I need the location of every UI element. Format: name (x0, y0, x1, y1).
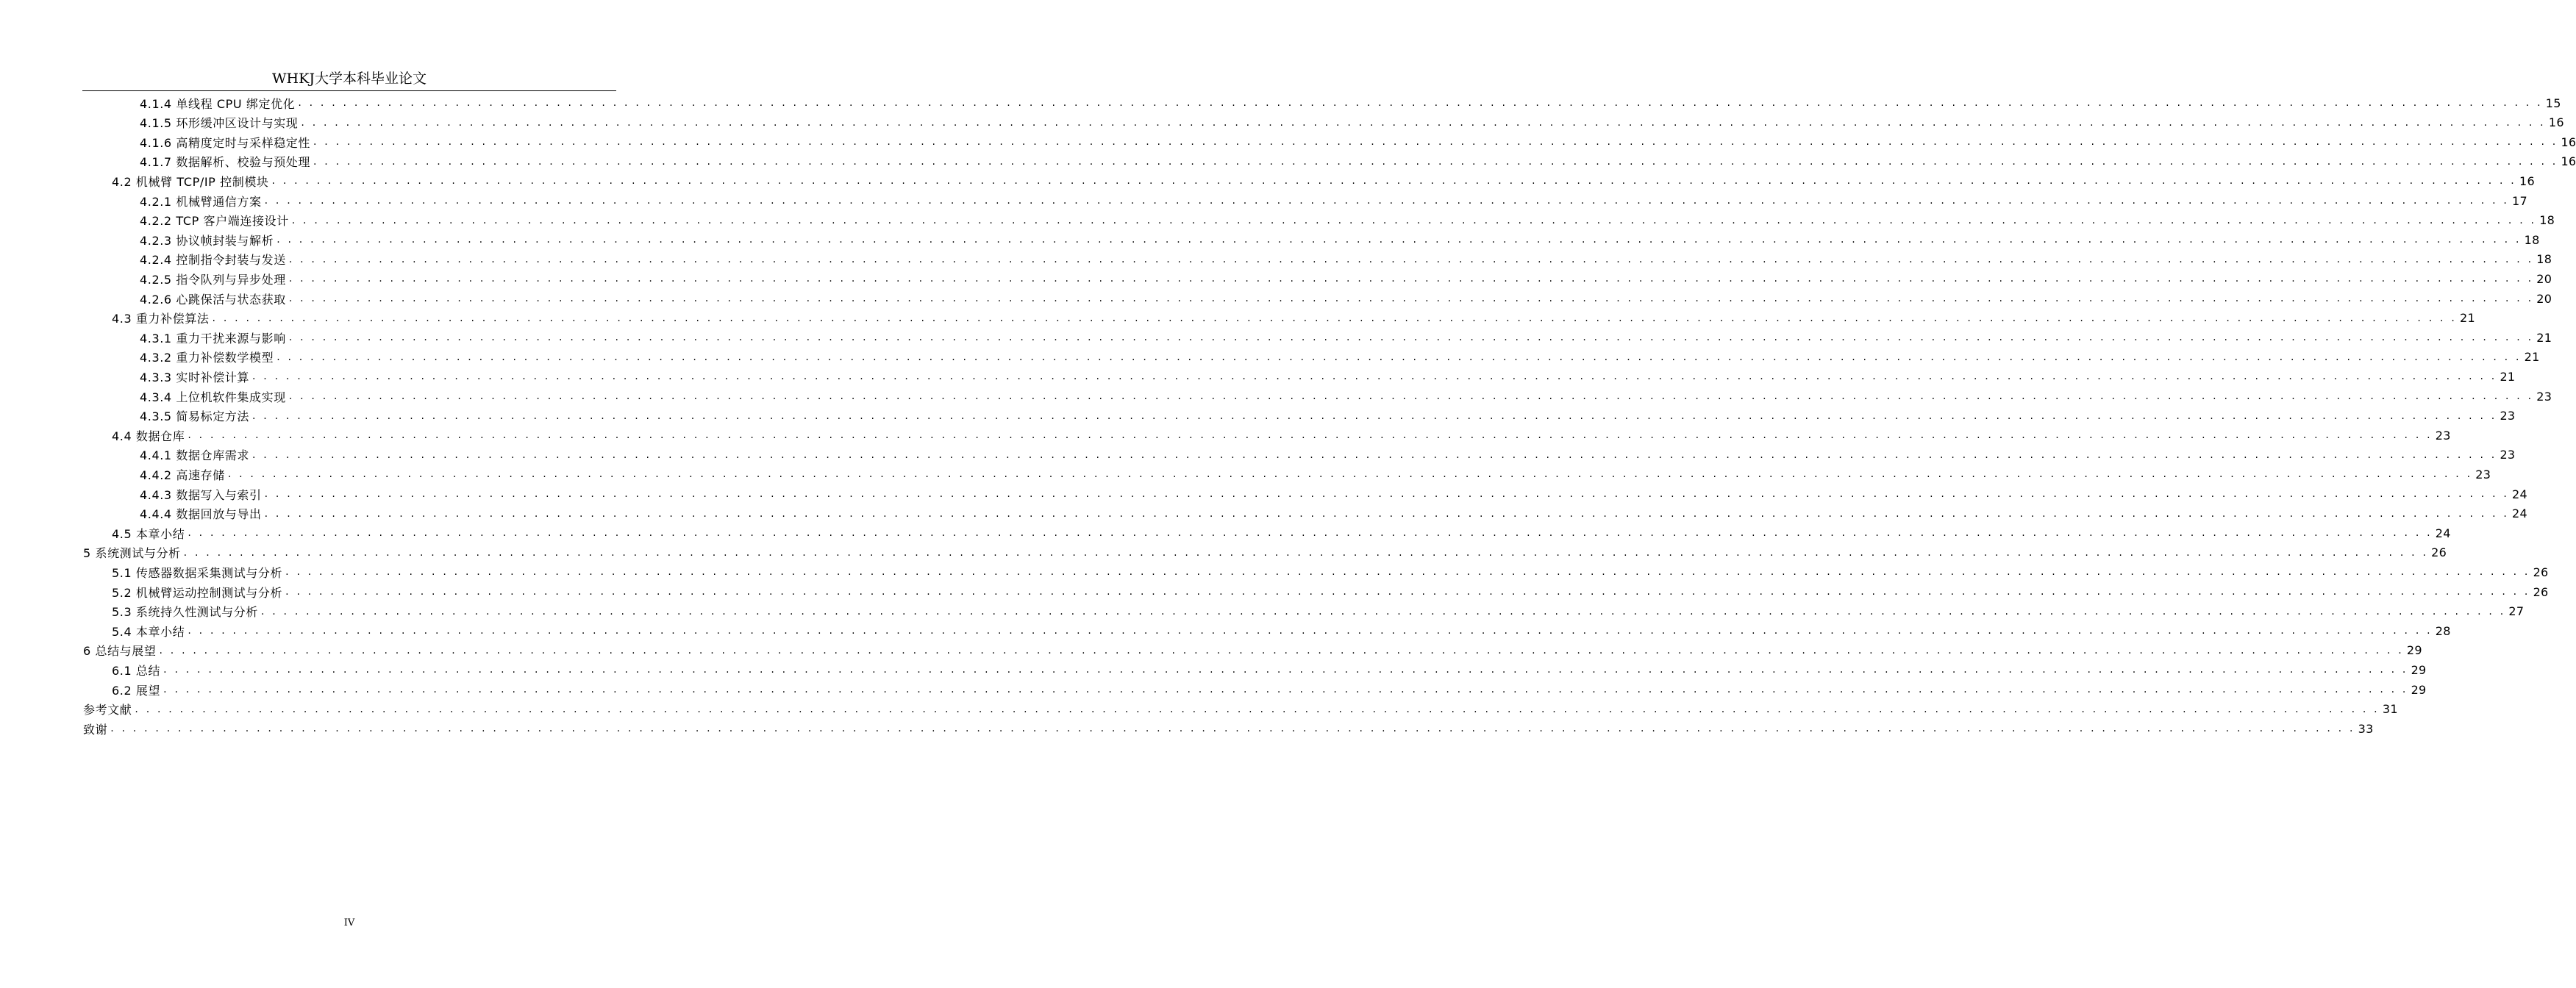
toc-entry[interactable] (112, 562, 2549, 581)
toc-entry[interactable] (140, 504, 2528, 523)
toc-entry[interactable] (83, 641, 2422, 660)
toc-entry-page: 23 (2500, 448, 2516, 462)
toc-entry-page: 26 (2431, 545, 2447, 560)
toc-dot-leader: . . . . . . . . . . . . . . . . . . . . . . . . . . . . . . . . . . . . . . . . . . . . . . . . . . . . . . . . . . . . . . . . . . . . . . . . . . . . . . . . . . . . . . . . . . . . . . . . . . . . . . . . . . . . . . . . . . . . . . . . . . . . . . . . . . . . . . . . . . . . . . . . . . . . . . . . . . . . . . . . . . . . . . . . . . . . . . . . . . . . . . . . . . . . . . . . . . . . . . . . (276, 351, 2522, 363)
toc-dot-leader: . . . . . . . . . . . . . . . . . . . . . . . . . . . . . . . . . . . . . . . . . . . . . . . . . . . . . . . . . . . . . . . . . . . . . . . . . . . . . . . . . . . . . . . . . . . . . . . . . . . . . . . . . . . . . . . . . . . . . . . . . . . . . . . . . . . . . . . . . . . . . . . . . . . . . . . . . . . . . . . . . . . . . . . . . . . . . . . . . . . . . . . . . . . . . . . . . . . . . . . . (110, 723, 2355, 735)
toc-entry[interactable] (112, 309, 2475, 328)
toc-dot-leader: . . . . . . . . . . . . . . . . . . . . . . . . . . . . . . . . . . . . . . . . . . . . . . . . . . . . . . . . . . . . . . . . . . . . . . . . . . . . . . . . . . . . . . . . . . . . . . . . . . . . . . . . . . . . . . . . . . . . . . . . . . . . . . . . . . . . . . . . . . . . . . . . . . . . . . . . . . . . . . . . . . . . . . . . . . . . . . . . . . . . . . . . . . . . . . . . . . . . . . . . (252, 409, 2497, 422)
toc-entry[interactable] (112, 171, 2535, 190)
toc-entry-page: 16 (2519, 173, 2535, 188)
toc-dot-leader: . . . . . . . . . . . . . . . . . . . . . . . . . . . . . . . . . . . . . . . . . . . . . . . . . . . . . . . . . . . . . . . . . . . . . . . . . . . . . . . . . . . . . . . . . . . . . . . . . . . . . . . . . . . . . . . . . . . . . . . . . . . . . . . . . . . . . . . . . . . . . . . . . . . . . . . . . . . . . . . . . . . . . . . . . . . . . . . . . . . . . . . . . . . . . . . . . . . . . . . . (135, 703, 2380, 715)
toc-entry-title: 4.3.4 上位机软件集成实现 (140, 390, 286, 404)
toc-entry-title: 4.2 机械臂 TCP/IP 控制模块 (112, 174, 269, 189)
toc-entry-title: 致谢 (83, 722, 108, 737)
toc-entry-title: 4.4.2 高速存储 (140, 468, 225, 482)
toc-entry-title: 5.4 本章小结 (112, 624, 185, 639)
toc-entry-title: 4.2.4 控制指令封装与发送 (140, 253, 286, 268)
toc-entry[interactable] (140, 445, 2516, 465)
toc-entry-title: 4.2.2 TCP 客户端连接设计 (140, 214, 289, 229)
toc-dot-leader: . . . . . . . . . . . . . . . . . . . . . . . . . . . . . . . . . . . . . . . . . . . . . . . . . . . . . . . . . . . . . . . . . . . . . . . . . . . . . . . . . . . . . . . . . . . . . . . . . . . . . . . . . . . . . . . . . . . . . . . . . . . . . . . . . . . . . . . . . . . . . . . . . . . . . . . . . . . . . . . . . . . . . . . . . . . . . . . . . . . . . . . . . . . . . . . . . . . . . . . . (163, 684, 2408, 695)
toc-entry[interactable] (140, 387, 2552, 406)
toc-entry-page: 21 (2536, 330, 2552, 345)
toc-entry[interactable] (140, 250, 2552, 269)
toc-dot-leader: . . . . . . . . . . . . . . . . . . . . . . . . . . . . . . . . . . . . . . . . . . . . . . . . . . . . . . . . . . . . . . . . . . . . . . . . . . . . . . . . . . . . . . . . . . . . . . . . . . . . . . . . . . . . . . . . . . . . . . . . . . . . . . . . . . . . . . . . . . . . . . . . . . . . . . . . . . . . . . . . . . . . . . . . . . . . . . . . . . . . . . . . . . . . . . . . . . . . . . . . (264, 488, 2510, 500)
toc-dot-leader: . . . . . . . . . . . . . . . . . . . . . . . . . . . . . . . . . . . . . . . . . . . . . . . . . . . . . . . . . . . . . . . . . . . . . . . . . . . . . . . . . . . . . . . . . . . . . . . . . . . . . . . . . . . . . . . . . . . . . . . . . . . . . . . . . . . . . . . . . . . . . . . . . . . . . . . . . . . . . . . . . . . . . . . . . . . . . . . . . . . . . . . . . . . . . . . . . . . . . . . . (288, 390, 2534, 402)
toc-dot-leader: . . . . . . . . . . . . . . . . . . . . . . . . . . . . . . . . . . . . . . . . . . . . . . . . . . . . . . . . . . . . . . . . . . . . . . . . . . . . . . . . . . . . . . . . . . . . . . . . . . . . . . . . . . . . . . . . . . . . . . . . . . . . . . . . . . . . . . . . . . . . . . . . . . . . . . . . . . . . . . . . . . . . . . . . . . . . . . . . . . . . . . . . . . . . . . . . . . . . . . . . (227, 468, 2473, 481)
toc-entry-page: 29 (2411, 682, 2427, 697)
toc-entry[interactable] (112, 602, 2525, 621)
toc-dot-leader: . . . . . . . . . . . . . . . . . . . . . . . . . . . . . . . . . . . . . . . . . . . . . . . . . . . . . . . . . . . . . . . . . . . . . . . . . . . . . . . . . . . . . . . . . . . . . . . . . . . . . . . . . . . . . . . . . . . . . . . . . . . . . . . . . . . . . . . . . . . . . . . . . . . . . . . . . . . . . . . . . . . . . . . . . . . . . . . . . . . . . . . . . . . . . . . . . . . . . . . . (313, 136, 2558, 148)
toc-entry-title: 4.4.3 数据写入与索引 (140, 487, 262, 502)
toc-entry-page: 27 (2508, 604, 2525, 619)
toc-entry[interactable] (140, 269, 2552, 288)
toc-entry-title: 4.1.5 环形缓冲区设计与实现 (140, 116, 299, 131)
toc-entry[interactable] (112, 660, 2427, 679)
toc-entry-title: 6.2 展望 (112, 683, 161, 698)
toc-entry-title: 4.2.5 指令队列与异步处理 (140, 272, 286, 287)
toc-entry[interactable] (140, 132, 2576, 151)
toc-entry-page: 15 (2545, 96, 2561, 110)
toc-entry-page: 23 (2536, 389, 2552, 404)
toc-entry-title: 4.5 本章小结 (112, 526, 185, 541)
toc-entry-title: 4.1.7 数据解析、校验与预处理 (140, 155, 310, 170)
toc-entry-title: 4.3 重力补偿算法 (112, 312, 210, 326)
toc-dot-leader: . . . . . . . . . . . . . . . . . . . . . . . . . . . . . . . . . . . . . . . . . . . . . . . . . . . . . . . . . . . . . . . . . . . . . . . . . . . . . . . . . . . . . . . . . . . . . . . . . . . . . . . . . . . . . . . . . . . . . . . . . . . . . . . . . . . . . . . . . . . . . . . . . . . . . . . . . . . . . . . . . . . . . . . . . . . . . . . . . . . . . . . . . . . . . . . . . . . . . . . . (264, 507, 2510, 520)
toc-dot-leader: . . . . . . . . . . . . . . . . . . . . . . . . . . . . . . . . . . . . . . . . . . . . . . . . . . . . . . . . . . . . . . . . . . . . . . . . . . . . . . . . . . . . . . . . . . . . . . . . . . . . . . . . . . . . . . . . . . . . . . . . . . . . . . . . . . . . . . . . . . . . . . . . . . . . . . . . . . . . . . . . . . . . . . . . . . . . . . . . . . . . . . . . . . . . . . . . . . . . . . . . (285, 566, 2530, 579)
toc-dot-leader: . . . . . . . . . . . . . . . . . . . . . . . . . . . . . . . . . . . . . . . . . . . . . . . . . . . . . . . . . . . . . . . . . . . . . . . . . . . . . . . . . . . . . . . . . . . . . . . . . . . . . . . . . . . . . . . . . . . . . . . . . . . . . . . . . . . . . . . . . . . . . . . . . . . . . . . . . . . . . . . . . . . . . . . . . . . . . . . . . . . . . . . . . . . . . . . . . . . . . . . . (188, 429, 2433, 442)
toc-dot-leader: . . . . . . . . . . . . . . . . . . . . . . . . . . . . . . . . . . . . . . . . . . . . . . . . . . . . . . . . . . . . . . . . . . . . . . . . . . . . . . . . . . . . . . . . . . . . . . . . . . . . . . . . . . . . . . . . . . . . . . . . . . . . . . . . . . . . . . . . . . . . . . . . . . . . . . . . . . . . . . . . . . . . . . . . . . . . . . . . . . . . . . . . . . . . . . . . . . . . . . . . (276, 234, 2522, 246)
toc-entry-title: 6 总结与展望 (83, 644, 157, 659)
toc-entry-title: 4.3.3 实时补偿计算 (140, 370, 249, 384)
toc-dot-leader: . . . . . . . . . . . . . . . . . . . . . . . . . . . . . . . . . . . . . . . . . . . . . . . . . . . . . . . . . . . . . . . . . . . . . . . . . . . . . . . . . . . . . . . . . . . . . . . . . . . . . . . . . . . . . . . . . . . . . . . . . . . . . . . . . . . . . . . . . . . . . . . . . . . . . . . . . . . . . . . . . . . . . . . . . . . . . . . . . . . . . . . . . . . . . . . . . . . . . . . . (288, 253, 2534, 265)
toc-dot-leader: . . . . . . . . . . . . . . . . . . . . . . . . . . . . . . . . . . . . . . . . . . . . . . . . . . . . . . . . . . . . . . . . . . . . . . . . . . . . . . . . . . . . . . . . . . . . . . . . . . . . . . . . . . . . . . . . . . . . . . . . . . . . . . . . . . . . . . . . . . . . . . . . . . . . . . . . . . . . . . . . . . . . . . . . . . . . . . . . . . . . . . . . . . . . . . . . . . . . . . . . (264, 195, 2510, 207)
toc-entry-title: 4.4 数据仓库 (112, 429, 185, 443)
toc-entry-page: 20 (2536, 291, 2552, 306)
toc-entry[interactable] (83, 700, 2398, 719)
toc-dot-leader: . . . . . . . . . . . . . . . . . . . . . . . . . . . . . . . . . . . . . . . . . . . . . . . . . . . . . . . . . . . . . . . . . . . . . . . . . . . . . . . . . . . . . . . . . . . . . . . . . . . . . . . . . . . . . . . . . . . . . . . . . . . . . . . . . . . . . . . . . . . . . . . . . . . . . . . . . . . . . . . . . . . . . . . . . . . . . . . . . . . . . . . . . . . . . . . . . . . . . . . . (313, 155, 2558, 168)
toc-entry-page: 21 (2500, 369, 2516, 384)
toc-entry-title: 5.2 机械臂运动控制测试与分析 (112, 585, 283, 600)
toc-entry-page: 16 (2561, 135, 2576, 149)
toc-dot-leader: . . . . . . . . . . . . . . . . . . . . . . . . . . . . . . . . . . . . . . . . . . . . . . . . . . . . . . . . . . . . . . . . . . . . . . . . . . . . . . . . . . . . . . . . . . . . . . . . . . . . . . . . . . . . . . . . . . . . . . . . . . . . . . . . . . . . . . . . . . . . . . . . . . . . . . . . . . . . . . . . . . . . . . . . . . . . . . . . . . . . . . . . . . . . . . . . . . . . . . . . (288, 293, 2534, 304)
toc-entry[interactable] (83, 719, 2374, 738)
toc-entry-page: 24 (2512, 487, 2528, 501)
toc-dot-leader: . . . . . . . . . . . . . . . . . . . . . . . . . . . . . . . . . . . . . . . . . . . . . . . . . . . . . . . . . . . . . . . . . . . . . . . . . . . . . . . . . . . . . . . . . . . . . . . . . . . . . . . . . . . . . . . . . . . . . . . . . . . . . . . . . . . . . . . . . . . . . . . . . . . . . . . . . . . . . . . . . . . . . . . . . . . . . . . . . . . . . . . . . . . . . . . . . . . . . . . . (271, 175, 2516, 187)
toc-entry-page: 29 (2411, 662, 2427, 677)
page-number: IV (343, 917, 355, 928)
toc-entry[interactable] (140, 211, 2555, 230)
toc-dot-leader: . . . . . . . . . . . . . . . . . . . . . . . . . . . . . . . . . . . . . . . . . . . . . . . . . . . . . . . . . . . . . . . . . . . . . . . . . . . . . . . . . . . . . . . . . . . . . . . . . . . . . . . . . . . . . . . . . . . . . . . . . . . . . . . . . . . . . . . . . . . . . . . . . . . . . . . . . . . . . . . . . . . . . . . . . . . . . . . . . . . . . . . . . . . . . . . . . . . . . . . . (260, 605, 2506, 618)
toc-entry[interactable] (140, 328, 2552, 347)
toc-entry[interactable] (140, 93, 2561, 112)
toc-dot-leader: . . . . . . . . . . . . . . . . . . . . . . . . . . . . . . . . . . . . . . . . . . . . . . . . . . . . . . . . . . . . . . . . . . . . . . . . . . . . . . . . . . . . . . . . . . . . . . . . . . . . . . . . . . . . . . . . . . . . . . . . . . . . . . . . . . . . . . . . . . . . . . . . . . . . . . . . . . . . . . . . . . . . . . . . . . . . . . . . . . . . . . . . . . . . . . . . . . . . . . . . (212, 312, 2457, 324)
toc-entry[interactable] (112, 523, 2451, 543)
toc-entry-page: 17 (2512, 193, 2528, 208)
toc-entry-title: 6.1 总结 (112, 663, 161, 678)
toc-entry[interactable] (112, 426, 2451, 445)
toc-entry[interactable] (112, 582, 2549, 601)
toc-entry-page: 23 (2500, 409, 2516, 423)
toc-entry-page: 26 (2533, 584, 2549, 599)
toc-dot-leader: . . . . . . . . . . . . . . . . . . . . . . . . . . . . . . . . . . . . . . . . . . . . . . . . . . . . . . . . . . . . . . . . . . . . . . . . . . . . . . . . . . . . . . . . . . . . . . . . . . . . . . . . . . . . . . . . . . . . . . . . . . . . . . . . . . . . . . . . . . . . . . . . . . . . . . . . . . . . . . . . . . . . . . . . . . . . . . . . . . . . . . . . . . . . . . . . . . . . . . . . (188, 625, 2433, 637)
toc-entry-title: 4.2.6 心跳保活与状态获取 (140, 292, 286, 307)
toc-entry-page: 33 (2358, 721, 2374, 736)
toc-dot-leader: . . . . . . . . . . . . . . . . . . . . . . . . . . . . . . . . . . . . . . . . . . . . . . . . . . . . . . . . . . . . . . . . . . . . . . . . . . . . . . . . . . . . . . . . . . . . . . . . . . . . . . . . . . . . . . . . . . . . . . . . . . . . . . . . . . . . . . . . . . . . . . . . . . . . . . . . . . . . . . . . . . . . . . . . . . . . . . . . . . . . . . . . . . . . . . . . . . . . . . . . (183, 546, 2429, 559)
toc-entry-page: 18 (2524, 232, 2540, 247)
toc-entry[interactable] (112, 621, 2451, 640)
toc-entry-page: 24 (2512, 506, 2528, 521)
toc-entry[interactable] (140, 191, 2528, 210)
toc-entry-title: 参考文献 (83, 703, 132, 717)
page-header-title: WHKJ大学本科毕业论文 (272, 71, 427, 87)
toc-entry-page: 28 (2435, 623, 2451, 638)
toc-entry-page: 26 (2533, 565, 2549, 579)
toc-entry-page: 18 (2536, 252, 2552, 267)
toc-entry-page: 18 (2539, 213, 2555, 228)
toc-entry-page: 29 (2406, 643, 2422, 658)
toc-dot-leader: . . . . . . . . . . . . . . . . . . . . . . . . . . . . . . . . . . . . . . . . . . . . . . . . . . . . . . . . . . . . . . . . . . . . . . . . . . . . . . . . . . . . . . . . . . . . . . . . . . . . . . . . . . . . . . . . . . . . . . . . . . . . . . . . . . . . . . . . . . . . . . . . . . . . . . . . . . . . . . . . . . . . . . . . . . . . . . . . . . . . . . . . . . . . . . . . . . . . . . . . (291, 214, 2537, 226)
toc-entry-page: 16 (2548, 115, 2564, 130)
toc-entry-title: 4.1.4 单线程 CPU 绑定优化 (140, 96, 296, 111)
toc-dot-leader: . . . . . . . . . . . . . . . . . . . . . . . . . . . . . . . . . . . . . . . . . . . . . . . . . . . . . . . . . . . . . . . . . . . . . . . . . . . . . . . . . . . . . . . . . . . . . . . . . . . . . . . . . . . . . . . . . . . . . . . . . . . . . . . . . . . . . . . . . . . . . . . . . . . . . . . . . . . . . . . . . . . . . . . . . . . . . . . . . . . . . . . . . . . . . . . . . . . . . . . . (188, 527, 2433, 540)
toc-entry[interactable] (140, 113, 2564, 132)
toc-dot-leader: . . . . . . . . . . . . . . . . . . . . . . . . . . . . . . . . . . . . . . . . . . . . . . . . . . . . . . . . . . . . . . . . . . . . . . . . . . . . . . . . . . . . . . . . . . . . . . . . . . . . . . . . . . . . . . . . . . . . . . . . . . . . . . . . . . . . . . . . . . . . . . . . . . . . . . . . . . . . . . . . . . . . . . . . . . . . . . . . . . . . . . . . . . . . . . . . . . . . . . . . (285, 586, 2530, 598)
toc-entry[interactable] (140, 348, 2540, 367)
toc-entry-page: 31 (2382, 702, 2398, 717)
toc-entry-page: 16 (2561, 154, 2576, 169)
toc-entry-page: 20 (2536, 271, 2552, 286)
toc-entry-page: 21 (2459, 311, 2475, 326)
toc-entry-page: 21 (2524, 350, 2540, 365)
toc-entry-title: 5.1 传感器数据采集测试与分析 (112, 565, 283, 580)
toc-entry-title: 4.3.1 重力干扰来源与影响 (140, 331, 286, 346)
toc-entry[interactable] (140, 230, 2540, 249)
toc-entry[interactable] (140, 407, 2516, 426)
toc-entry-title: 5 系统测试与分析 (83, 546, 181, 561)
toc-entry-title: 4.4.4 数据回放与导出 (140, 507, 262, 522)
toc-dot-leader: . . . . . . . . . . . . . . . . . . . . . . . . . . . . . . . . . . . . . . . . . . . . . . . . . . . . . . . . . . . . . . . . . . . . . . . . . . . . . . . . . . . . . . . . . . . . . . . . . . . . . . . . . . . . . . . . . . . . . . . . . . . . . . . . . . . . . . . . . . . . . . . . . . . . . . . . . . . . . . . . . . . . . . . . . . . . . . . . . . . . . . . . . . . . . . . . . . . . . . . . (288, 273, 2534, 285)
toc-dot-leader: . . . . . . . . . . . . . . . . . . . . . . . . . . . . . . . . . . . . . . . . . . . . . . . . . . . . . . . . . . . . . . . . . . . . . . . . . . . . . . . . . . . . . . . . . . . . . . . . . . . . . . . . . . . . . . . . . . . . . . . . . . . . . . . . . . . . . . . . . . . . . . . . . . . . . . . . . . . . . . . . . . . . . . . . . . . . . . . . . . . . . . . . . . . . . . . . . . . . . . . . (159, 644, 2404, 656)
toc-entry-page: 24 (2435, 526, 2451, 540)
toc-dot-leader: . . . . . . . . . . . . . . . . . . . . . . . . . . . . . . . . . . . . . . . . . . . . . . . . . . . . . . . . . . . . . . . . . . . . . . . . . . . . . . . . . . . . . . . . . . . . . . . . . . . . . . . . . . . . . . . . . . . . . . . . . . . . . . . . . . . . . . . . . . . . . . . . . . . . . . . . . . . . . . . . . . . . . . . . . . . . . . . . . . . . . . . . . . . . . . . . . . . . . . . . (298, 97, 2543, 109)
toc-entry[interactable] (140, 465, 2491, 484)
toc-entry-title: 4.2.3 协议帧封装与解析 (140, 233, 274, 248)
toc-dot-leader: . . . . . . . . . . . . . . . . . . . . . . . . . . . . . . . . . . . . . . . . . . . . . . . . . . . . . . . . . . . . . . . . . . . . . . . . . . . . . . . . . . . . . . . . . . . . . . . . . . . . . . . . . . . . . . . . . . . . . . . . . . . . . . . . . . . . . . . . . . . . . . . . . . . . . . . . . . . . . . . . . . . . . . . . . . . . . . . . . . . . . . . . . . . . . . . . . . . . . . . . (163, 664, 2408, 676)
toc-entry[interactable] (140, 152, 2576, 171)
header-divider (82, 90, 616, 91)
toc-entry-page: 23 (2435, 428, 2451, 443)
toc-entry-title: 4.4.1 数据仓库需求 (140, 448, 249, 463)
toc-entry-title: 5.3 系统持久性测试与分析 (112, 605, 258, 620)
toc-entry-title: 4.3.2 重力补偿数学模型 (140, 351, 274, 365)
toc-entry-page: 23 (2475, 467, 2491, 482)
toc-entry-title: 4.2.1 机械臂通信方案 (140, 194, 262, 209)
toc-entry[interactable] (140, 367, 2516, 386)
toc-entry-title: 4.3.5 简易标定方法 (140, 409, 249, 424)
toc-entry[interactable] (112, 680, 2427, 699)
toc-dot-leader: . . . . . . . . . . . . . . . . . . . . . . . . . . . . . . . . . . . . . . . . . . . . . . . . . . . . . . . . . . . . . . . . . . . . . . . . . . . . . . . . . . . . . . . . . . . . . . . . . . . . . . . . . . . . . . . . . . . . . . . . . . . . . . . . . . . . . . . . . . . . . . . . . . . . . . . . . . . . . . . . . . . . . . . . . . . . . . . . . . . . . . . . . . . . . . . . . . . . . . . . (252, 448, 2497, 461)
toc-entry-title: 4.1.6 高精度定时与采样稳定性 (140, 135, 310, 150)
toc-dot-leader: . . . . . . . . . . . . . . . . . . . . . . . . . . . . . . . . . . . . . . . . . . . . . . . . . . . . . . . . . . . . . . . . . . . . . . . . . . . . . . . . . . . . . . . . . . . . . . . . . . . . . . . . . . . . . . . . . . . . . . . . . . . . . . . . . . . . . . . . . . . . . . . . . . . . . . . . . . . . . . . . . . . . . . . . . . . . . . . . . . . . . . . . . . . . . . . . . . . . . . . . (301, 116, 2546, 129)
toc-entry[interactable] (140, 289, 2552, 308)
toc-entry[interactable] (83, 543, 2447, 562)
toc-entry[interactable] (140, 484, 2528, 504)
toc-dot-leader: . . . . . . . . . . . . . . . . . . . . . . . . . . . . . . . . . . . . . . . . . . . . . . . . . . . . . . . . . . . . . . . . . . . . . . . . . . . . . . . . . . . . . . . . . . . . . . . . . . . . . . . . . . . . . . . . . . . . . . . . . . . . . . . . . . . . . . . . . . . . . . . . . . . . . . . . . . . . . . . . . . . . . . . . . . . . . . . . . . . . . . . . . . . . . . . . . . . . . . . . (252, 370, 2497, 383)
toc-dot-leader: . . . . . . . . . . . . . . . . . . . . . . . . . . . . . . . . . . . . . . . . . . . . . . . . . . . . . . . . . . . . . . . . . . . . . . . . . . . . . . . . . . . . . . . . . . . . . . . . . . . . . . . . . . . . . . . . . . . . . . . . . . . . . . . . . . . . . . . . . . . . . . . . . . . . . . . . . . . . . . . . . . . . . . . . . . . . . . . . . . . . . . . . . . . . . . . . . . . . . . . . (288, 332, 2534, 344)
